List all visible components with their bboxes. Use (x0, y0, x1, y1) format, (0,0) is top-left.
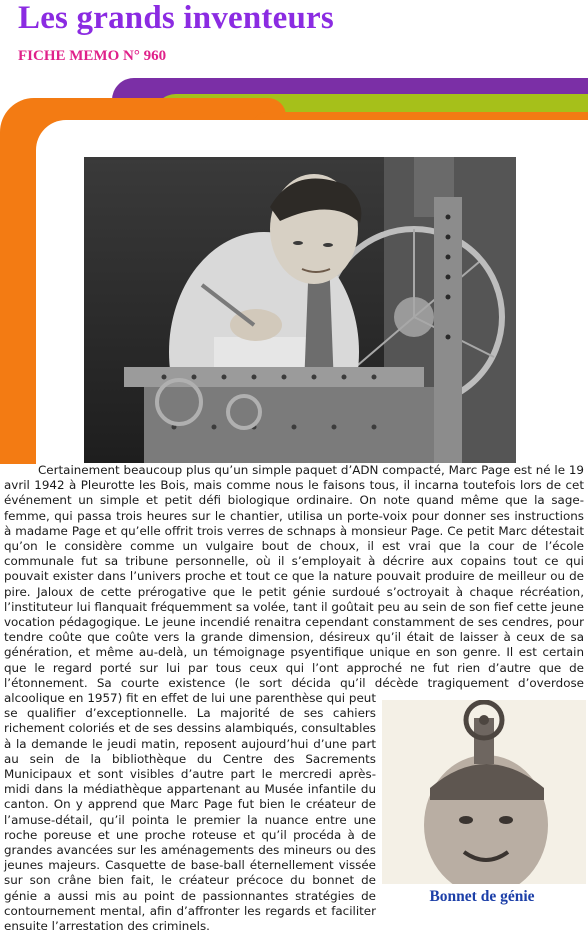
article-paragraph: Certainement beaucoup plus qu’un simple paquet d’ADN compacté, Marc Page est né le 19 avril 1942 à Pleurotte les Bois, mais comme nous le faisons tous, il incarna toutefois lors de cet événement un simple et petit défi biologique ordinaire. On note quand même que la sage-femme, qui passa trois heures sur le chantier, utilisa un porte-voix pour donner ses instructions à madame Page et qu’elle offrit trois verres de schnaps à monsieur Page. Ce petit Marc détestait qu’on le considère comme un vulgaire bout de choux, il est vrai que la cour de l’école communale fut sa tribune personnelle, où il s’employait à décrire aux copains tout ce qui pouvait exister dans l’univers proche et tout ce que la nature pouvait produire de meilleur ou de pire. Jaloux de cette prérogative que le petit génie surdoué s’octroyait à chaque récréation, l’instituteur lui flanquait fréquemment sa volée, tant il goûtait peu au sein de son fief cette jeune vocation pédagogique. Le jeune incendié renaitra cependant constamment de ses cendres, pour tendre coûte que coûte vers la grande dimension, désireux qu’il était de laisser à ceux de sa génération, et même au-delà, un témoignage psyentifique unique en son genre. Il est certain que le regard porté sur lui par tous ceux qui l’ont approché ne fut rien d’autre que de l’étonnement. Sa courte existence (le sort décida qu’il décède tragiquement d’overdose alcoolique en 1957) fit en effet de lui une parenthèse qui peut se qualifier d’exceptionnelle. La majorité de ses cahiers richement coloriés et de ses dessins alambiqués, consultables à la demande le jeudi matin, reposent aujourd’hui d’une part au sein de la bibliothèque du Centre des Sacrements Municipaux et sont visibles d’autre part le mercredi après-midi dans la médiathèque appartenant au Musée infantile du canton. On y apprend que Marc Page fut bien le créateur de l’amuse-détail, qu’il pointa le premier la nuance entre une roche poreuse et une proche roteuse et qu’il procéda à de grandes avancées sur les aménagements des mineurs ou des jeunes majeurs. Casquette de base-ball éternellement vissée sur son crâne bien fait, le créateur précoce du bonnet de génie a aussi mis au point de passionnantes stratégies de contournement mental, afin d’affronter les regards et faciliter ensuite l’arrestation des criminels. (4, 463, 584, 934)
title: Les grands inventeurs (18, 0, 334, 36)
section-label: MARC PAGE (94, 122, 170, 136)
subtitle: FICHE MEMO N° 960 (18, 48, 167, 64)
figure-caption: Bonnet de génie (429, 888, 535, 905)
genius-cap-photo (382, 700, 586, 884)
main-photo (84, 157, 516, 463)
